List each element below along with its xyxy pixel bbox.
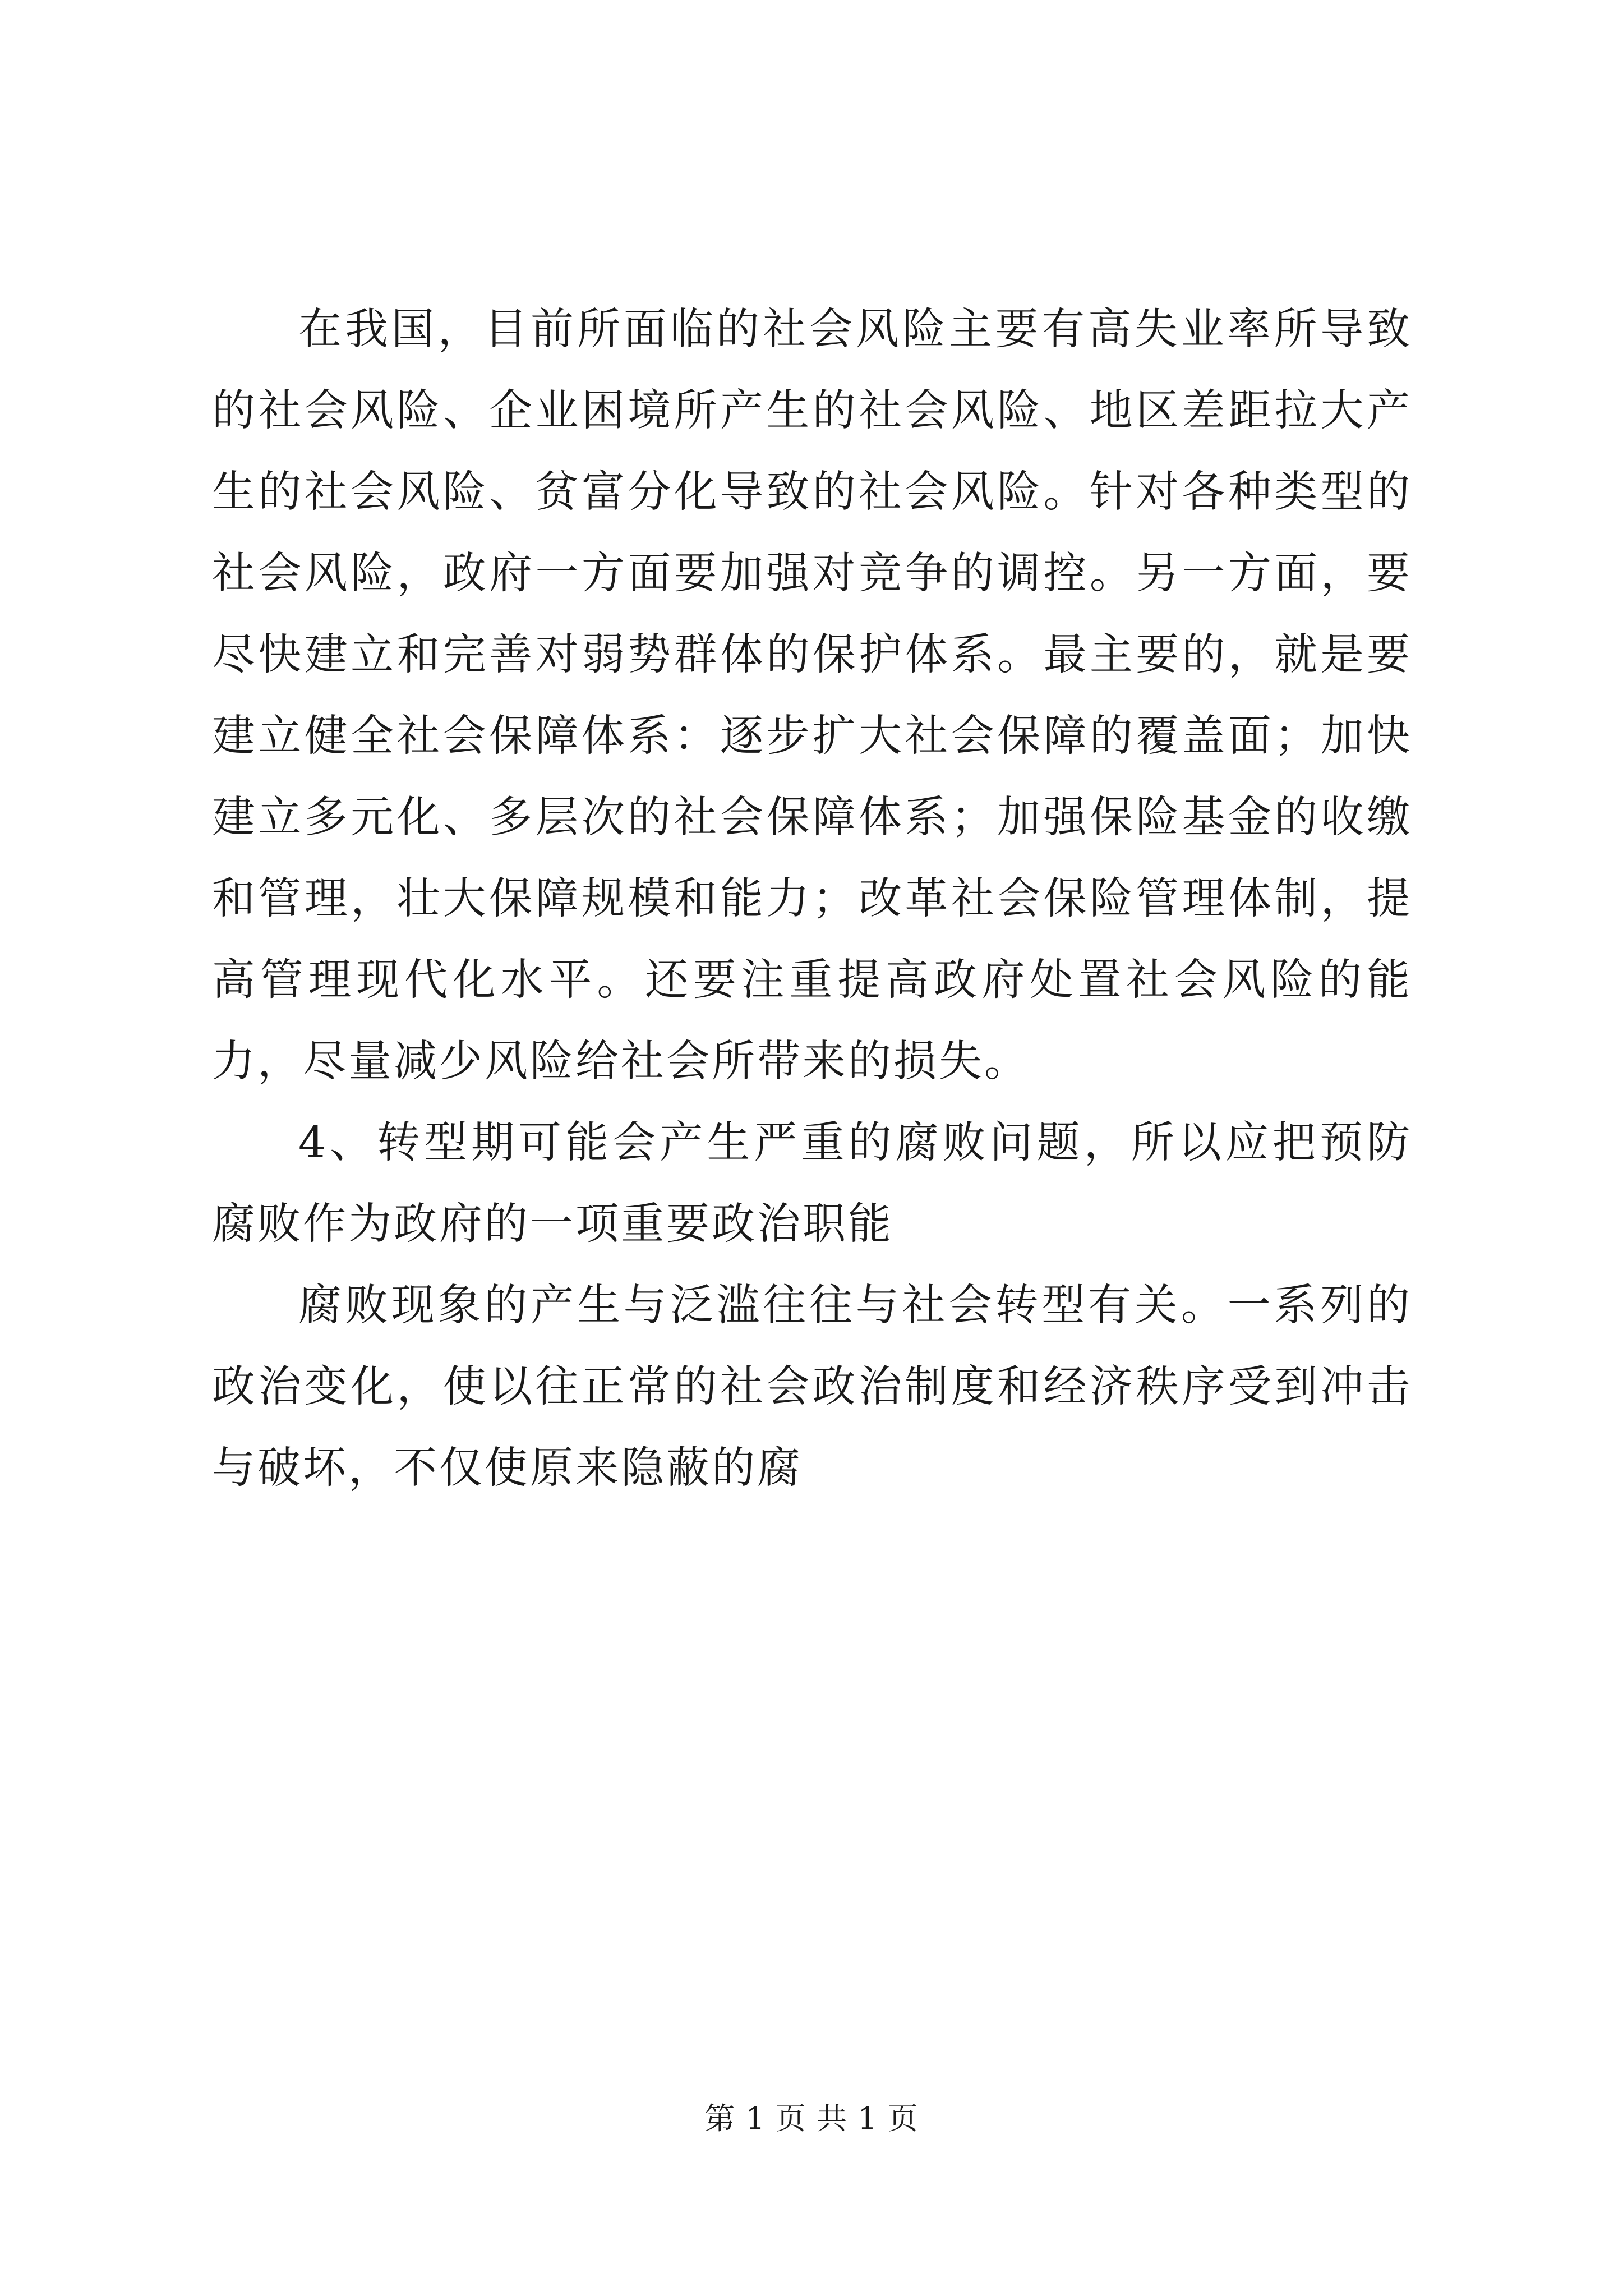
document-body [212,289,1412,1509]
section-heading-corruption: 4、转型期可能会产生严重的腐败问题，所以应把预防腐败作为政府的一项重要政治职能 [212,1118,1412,1249]
page-footer: 第 1 页 共 1 页 [704,2101,919,2136]
paragraph-social-risk: 在我国，目前所面临的社会风险主要有高失业率所导致的社会风险、企业困境所产生的社会风险、地区差距拉大产生的社会风险、贫富分化导致的社会风险。针对各种类型的社会风险，政府一方面要加强对竞争的调控。另一方面，要尽快建立和完善对弱势群体的保护体系。最主要的，就是要建立健全社会保障体系：逐步扩大社会保障的覆盖面；加快建立多元化、多层次的社会保障体系；加强保险基金的收缴和管理，壮大保障规模和能力；改革社会保险管理体制，提高管理现代化水平。还要注重提高政府处置社会风险的能力，尽量减少风险给社会所带来的损失。 [212,305,1412,1087]
paragraph-corruption: 腐败现象的产生与泛滥往往与社会转型有关。一系列的政治变化，使以往正常的社会政治制度和经济秩序受到冲击与破坏，不仅使原来隐蔽的腐 [212,1281,1412,1493]
